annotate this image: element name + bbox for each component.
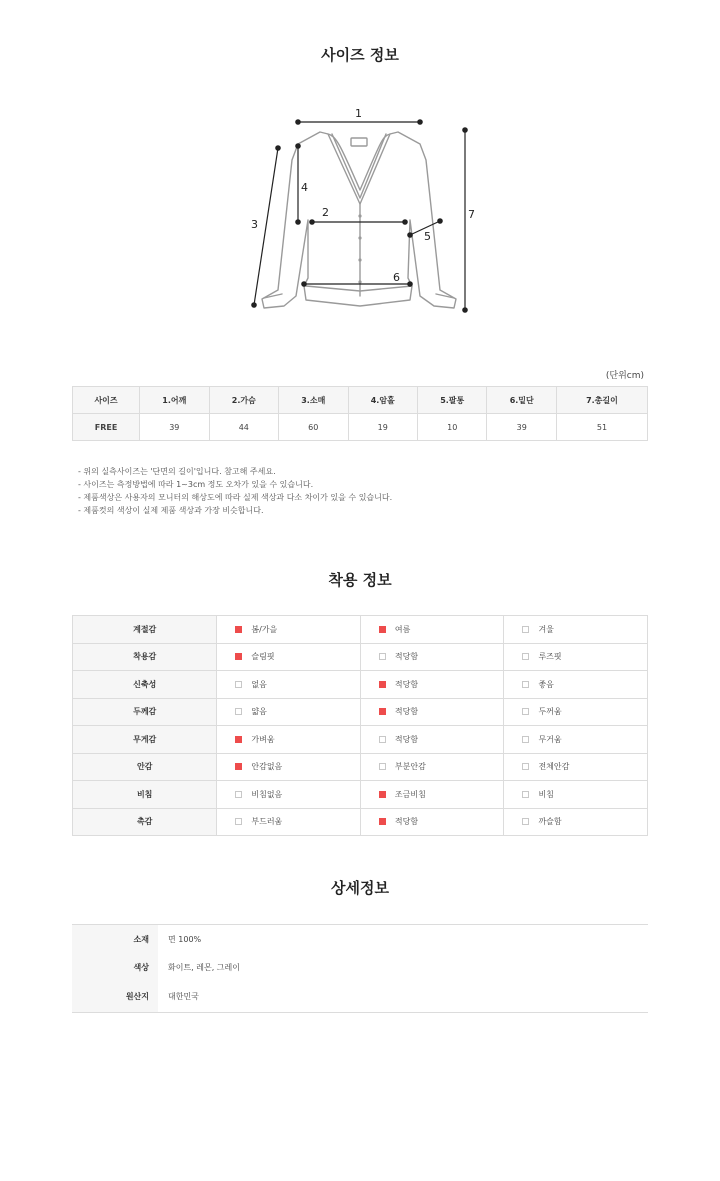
fit-option [360,808,504,836]
size-cell: 51 [556,414,647,441]
fit-option-label: 비침없음 [251,789,283,799]
size-cell: 39 [140,414,209,441]
checked-box-icon [235,736,242,743]
checked-box-icon [379,818,386,825]
fit-row-label: 계절감 [73,616,217,644]
fit-option-label: 얇음 [251,707,267,717]
detail-section-title: 상세정보 [331,879,389,897]
checked-box-icon [379,681,386,688]
fit-option [360,726,504,754]
size-table-row [73,414,648,441]
fit-option [360,781,504,809]
unchecked-box-icon [522,818,529,825]
fit-option [504,753,648,781]
size-section-title: 사이즈 정보 [321,46,399,64]
note-item: - 사이즈는 측정방법에 따라 1~3cm 정도 오차가 있을 수 있습니다. [78,480,314,489]
detail-value: 면 100% [168,935,202,944]
collar-band [328,134,390,190]
detail-row-origin [72,991,648,1005]
fit-section-title: 착용 정보 [328,571,392,589]
size-header-cell: 7.총길이 [556,387,647,414]
fit-row [73,616,648,644]
fit-option [217,753,361,781]
checked-box-icon [235,763,242,770]
fit-option-label: 비침 [538,789,554,799]
fit-option-label: 좋음 [538,679,554,689]
fit-option [360,671,504,699]
detail-row-color [72,962,648,976]
fit-option-label: 조금비침 [394,789,426,799]
fit-row-label: 착용감 [73,643,217,671]
fit-row [73,808,648,836]
measure-label-7: 7 [468,208,475,221]
fit-option [217,781,361,809]
unchecked-box-icon [235,681,242,688]
unchecked-box-icon [522,681,529,688]
unchecked-box-icon [522,791,529,798]
checked-box-icon [379,626,386,633]
size-header-cell: 3.소매 [279,387,348,414]
fit-option-label: 두꺼움 [538,707,562,717]
fit-option [360,698,504,726]
button-1 [358,214,361,217]
note-item: - 제품색상은 사용자의 모니터의 해상도에 따라 실제 색상과 다소 차이가 있을 수 있습니다. [78,493,393,502]
button-3 [358,258,361,261]
unchecked-box-icon [522,736,529,743]
fit-option [504,698,648,726]
measure-label-4: 4 [301,181,308,194]
fit-option-label: 적당함 [394,734,419,744]
hem-band [306,286,412,291]
fit-option-label: 겨울 [538,624,554,634]
fit-option [217,726,361,754]
fit-option-label: 적당함 [394,707,419,717]
fit-row-label: 신축성 [73,671,217,699]
size-header-cell: 1.어깨 [140,387,209,414]
detail-key: 색상 [133,963,149,972]
fit-option [217,808,361,836]
size-header-cell: 4.암홀 [348,387,417,414]
unchecked-box-icon [522,626,529,633]
fit-option [504,643,648,671]
size-cell: 19 [348,414,417,441]
fit-row [73,753,648,781]
fit-row-label: 안감 [73,753,217,781]
fit-option [360,616,504,644]
fit-option-label: 부분안감 [394,762,426,772]
size-cell: 60 [279,414,348,441]
measure-label-5: 5 [424,230,431,243]
unchecked-box-icon [379,736,386,743]
size-table [72,386,648,441]
fit-option-label: 없음 [251,679,267,689]
fit-option [504,726,648,754]
unchecked-box-icon [235,818,242,825]
measure-label-6: 6 [393,271,400,284]
size-cell: 39 [487,414,556,441]
size-header-cell: 5.팔통 [418,387,487,414]
fit-row [73,698,648,726]
detail-value: 대한민국 [168,992,199,1001]
checked-box-icon [235,626,242,633]
fit-option [217,616,361,644]
fit-option [360,643,504,671]
unchecked-box-icon [522,763,529,770]
size-cell: 44 [209,414,278,441]
unchecked-box-icon [235,708,242,715]
detail-key: 소재 [133,935,149,944]
size-cell: 10 [418,414,487,441]
fit-row-label: 비침 [73,781,217,809]
checked-box-icon [379,791,386,798]
fit-option-label: 봄/가을 [251,624,278,634]
checked-box-icon [379,708,386,715]
fit-option-label: 적당함 [394,652,419,662]
fit-option-label: 안감없음 [251,762,283,772]
fit-option-label: 여름 [394,624,411,634]
size-cell: FREE [73,414,140,441]
fit-option-label: 전체안감 [538,762,570,772]
size-table-header-row [73,387,648,414]
fit-option-label: 무거움 [538,734,562,744]
fit-option-label: 적당함 [394,817,419,827]
size-header-cell: 2.가슴 [209,387,278,414]
fit-option [504,808,648,836]
unchecked-box-icon [522,653,529,660]
fit-option-label: 까슬함 [538,817,562,827]
cardigan-measurement-diagram [240,100,480,320]
fit-row [73,781,648,809]
fit-option [504,781,648,809]
fit-row [73,643,648,671]
fit-option [217,643,361,671]
fit-option [504,616,648,644]
fit-row-label: 두께감 [73,698,217,726]
fit-option-label: 부드러움 [251,817,283,827]
unchecked-box-icon [379,653,386,660]
detail-row-material [72,934,648,948]
button-4 [358,280,361,283]
measure-label-3: 3 [251,218,258,231]
unchecked-box-icon [235,791,242,798]
fit-option-label: 적당함 [394,679,419,689]
fit-option [504,671,648,699]
size-notes [78,465,392,517]
button-2 [358,236,361,239]
fit-row [73,671,648,699]
unit-label: (단위cm) [605,371,644,381]
unchecked-box-icon [379,763,386,770]
fit-option-label: 루즈핏 [538,652,562,662]
measure-label-1: 1 [355,107,362,120]
fit-row-label: 무게감 [73,726,217,754]
note-item: - 제품컷의 색상이 실제 제품 색상과 가장 비슷합니다. [78,506,264,515]
size-header-cell: 사이즈 [73,387,140,414]
fit-row [73,726,648,754]
unchecked-box-icon [522,708,529,715]
neck-label [351,138,367,146]
detail-info-box [72,924,648,1013]
fit-info-table [72,615,648,836]
fit-option [217,698,361,726]
fit-row-label: 촉감 [73,808,217,836]
fit-option-label: 슬림핏 [251,652,275,662]
checked-box-icon [235,653,242,660]
fit-option [217,671,361,699]
note-item: - 위의 실측사이즈는 '단면의 길이'입니다. 참고해 주세요. [78,467,276,476]
detail-key: 원산지 [125,992,149,1001]
size-header-cell: 6.밑단 [487,387,556,414]
fit-option-label: 가벼움 [251,734,275,744]
measure-label-2: 2 [322,206,329,219]
fit-option [360,753,504,781]
detail-value: 화이트, 레몬, 그레이 [168,963,240,972]
